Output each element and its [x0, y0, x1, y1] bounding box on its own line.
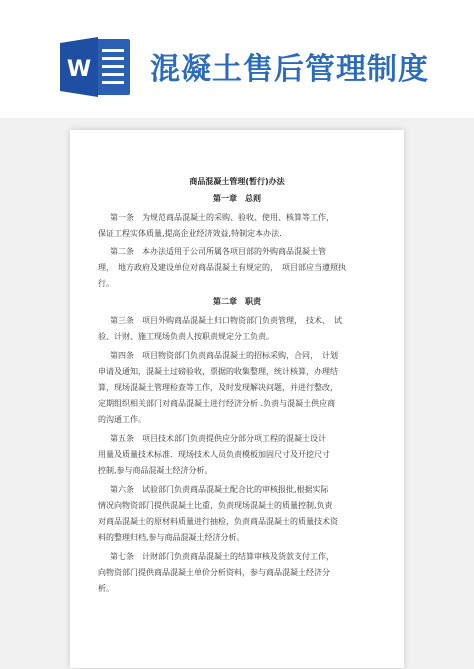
- article-line: 第一条 为规范商品混凝土的采购、验收、使用、核算等工作，: [110, 213, 334, 222]
- article-line: 料的整理归档,参与商品混凝土经济分析。: [98, 533, 245, 542]
- article-line: 验、计财、施工现场负责人按职责规定分工负责。: [98, 332, 274, 341]
- document-preview-area: [0, 118, 474, 669]
- article-line: 申请及通知，混凝土过磅验收，票据的收集整理，统计核算，办理结: [98, 367, 338, 376]
- article-line: 第六条 试验部门负责商品混凝土配合比的审核报批,根据实际: [110, 485, 329, 494]
- page-title: 混凝土售后管理制度: [150, 52, 429, 87]
- article-line: 析。: [98, 584, 114, 593]
- article-line: 对商品混凝土的原材料质量进行抽检，负责商品混凝土的质量技术资: [98, 517, 338, 526]
- article-line: 向物资部门提供商品混凝土单价分析资料，参与商品混凝土经济分: [98, 568, 330, 577]
- article-line: 第二条 本办法适用于公司所属各项目部的外购商品混凝土管: [110, 247, 326, 256]
- article-line: 理， 地方政府及建设单位对商品混凝土有规定的， 项目部应当遵照执: [98, 263, 346, 272]
- article-line: 行。: [98, 279, 114, 288]
- document-page: [70, 130, 404, 668]
- article-line: 情况向物资部门提供混凝土比重，负责现场混凝土的质量控制,负责: [98, 501, 333, 510]
- header: [0, 0, 474, 118]
- word-icon: [58, 35, 134, 99]
- article-line: 的沟通工作。: [98, 415, 146, 424]
- article-line: 控制,参与商品混凝土经济分析。: [98, 466, 213, 475]
- word-icon-letter: W: [66, 57, 92, 82]
- document-title: 商品混凝土管理(暂行)办法: [189, 177, 285, 186]
- article-line: 用量及质量技术标准．现场技术人员负责模板加固尺寸及开挖尺寸: [98, 450, 330, 459]
- article-line: 第五条 项目技术部门负责提供应分部分项工程的混凝土设计: [110, 434, 326, 443]
- article-line: 算，现场混凝土管理检查等工作，及时发现解决问题，并进行整改，: [98, 383, 338, 392]
- article-line: 第四条 项目物资部门负责商品混凝土的招标采购，合同， 计划: [110, 351, 338, 360]
- article-line: 保证工程实体质量,提高企业经济效益,特制定本办法.: [98, 229, 282, 238]
- chapter-heading: 第二章 职责: [213, 297, 261, 306]
- article-line: 第三条 项目外购商品混凝土归口物资部门负责管理， 技术、 试: [110, 316, 342, 325]
- article-line: 第七条 计财部门负责商品混凝土的结算审核及货款支付工作，: [110, 552, 334, 561]
- article-line: 定期组织相关部门对商品混凝土进行经济分析 .负责与混凝土供应商: [98, 399, 336, 408]
- chapter-heading: 第一章 总则: [213, 194, 261, 203]
